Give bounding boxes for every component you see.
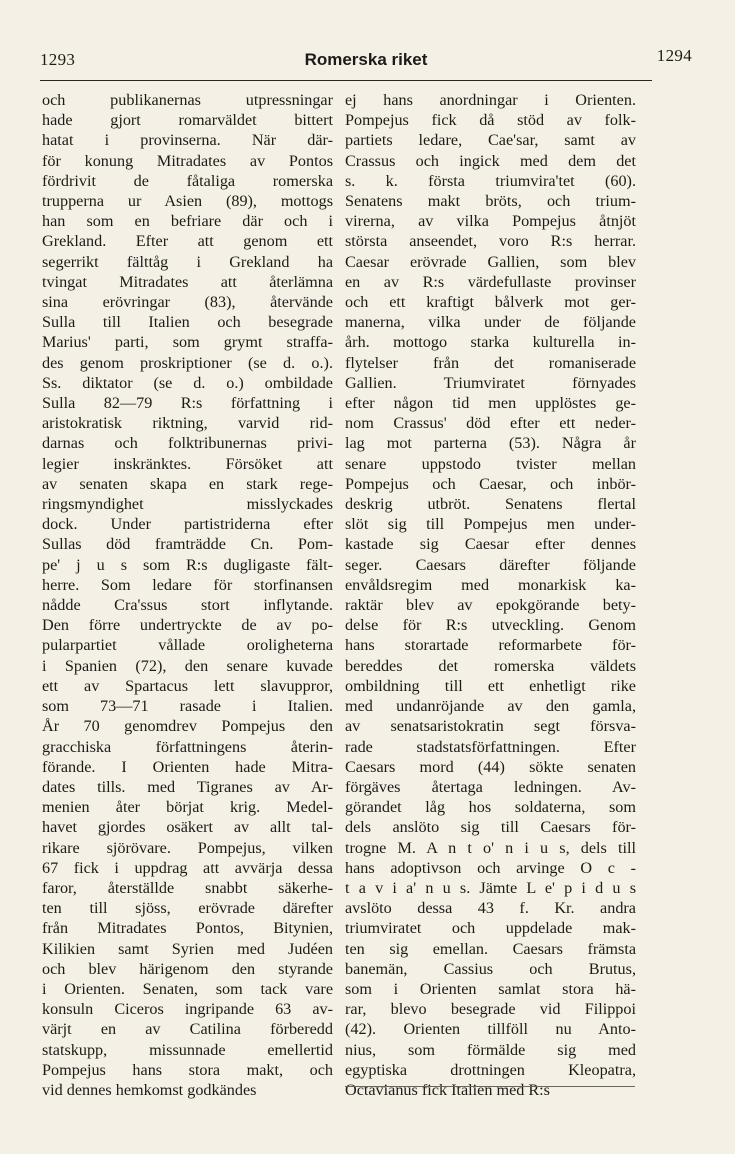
right-column-line: hans adoptivson och arvinge O c -	[345, 858, 636, 877]
left-column-line: aristokratisk riktning, varvid rid-	[42, 414, 333, 433]
left-column-line: statskupp, missunnade emellertid	[42, 1040, 333, 1059]
left-column-line: som 73—71 rasade i Italien.	[42, 697, 333, 716]
right-column-line: Pompejus och Caesar, och inbör-	[345, 474, 636, 493]
left-column-line: för konung Mitradates av Pontos	[42, 151, 333, 170]
right-column-line: av senatsaristokratin segt försva-	[345, 717, 636, 736]
left-column-line: sina erövringar (83), återvände	[42, 293, 333, 312]
left-column-line: och publikanernas utpressningar	[42, 91, 333, 109]
header-rule	[40, 80, 652, 81]
right-column-line: flytelser från det romaniserade	[345, 353, 636, 372]
right-column-line: seger. Caesars därefter följande	[345, 555, 636, 574]
right-column-line: ej hans anordningar i Orienten.	[345, 91, 636, 109]
left-column-line: i Spanien (72), den senare kuvade	[42, 656, 333, 675]
right-column-line: partiets ledare, Cae'sar, samt av	[345, 131, 636, 150]
left-column-line: Sullas död framträdde Cn. Pom-	[42, 535, 333, 554]
right-column-line: rar, blevo besegrade vid Filippoi	[345, 1000, 636, 1019]
right-column-line: Senatens makt bröts, och trium-	[345, 192, 636, 211]
right-column-line: som i Orienten samlat stora hä-	[345, 979, 636, 998]
left-column-line: dock. Under partistriderna efter	[42, 515, 333, 534]
right-column-line: triumviratet och uppdelade mak-	[345, 919, 636, 938]
right-column-line: avslöto dessa 43 f. Kr. andra	[345, 899, 636, 918]
right-column-line: t a v i a' n u s. Jämte L e' p i d u s	[345, 878, 636, 897]
right-column-line: Caesars mord (44) sökte senaten	[345, 757, 636, 776]
right-column-line: egyptiska drottningen Kleopatra,	[345, 1060, 636, 1079]
left-column-line: Pompejus hans stora makt, och	[42, 1060, 333, 1079]
column-end-rule	[345, 1086, 635, 1087]
left-column-line: segerrikt fälttåg i Grekland ha	[42, 252, 333, 271]
left-column-line: av senaten skapa en stark rege-	[42, 474, 333, 493]
right-column-line: nius, som förmälde sig med	[345, 1040, 636, 1059]
left-column-line: Den förre undertryckte de av po-	[42, 616, 333, 635]
left-column-line: tvingat Mitradates att återlämna	[42, 272, 333, 291]
left-column-line: från Mitradates Pontos, Bitynien,	[42, 919, 333, 938]
left-column-line: vid dennes hemkomst godkändes	[42, 1080, 257, 1099]
left-column-line: Grekland. Efter att genom ett	[42, 232, 333, 251]
right-column-line: efter någon tid men upplöstes ge-	[345, 394, 636, 413]
right-column-line: med undanröjande av den gamla,	[345, 697, 636, 716]
right-column-line: bereddes det romerska väldets	[345, 656, 636, 675]
right-column-line: största anseendet, voro R:s herrar.	[345, 232, 636, 251]
left-column-line: hade gjort romarväldet bittert	[42, 111, 333, 130]
right-column-line: slöt sig till Pompejus men under-	[345, 515, 636, 534]
left-column-line: hatat i provinserna. När där-	[42, 131, 333, 150]
left-column-line: menien åter börjat krig. Medel-	[42, 798, 333, 817]
right-column-line: nom Crassus' död efter ett neder-	[345, 414, 636, 433]
right-column-line: banemän, Cassius och Brutus,	[345, 959, 636, 978]
right-column-line: och ett kraftigt bålverk mot ger-	[345, 293, 636, 312]
right-column-line: görandet låg hos soldaterna, som	[345, 798, 636, 817]
right-column-line: deskrig utbröt. Senatens flertal	[345, 495, 636, 514]
right-column-line: Octavianus fick Italien med R:s	[345, 1080, 550, 1099]
left-column-line: gracchiska författningens återin-	[42, 737, 333, 756]
right-column-line: (42). Orienten tillföll nu Anto-	[345, 1020, 636, 1039]
right-column-line: lag mot parterna (53). Några år	[345, 434, 636, 453]
left-column-line: Sulla till Italien och besegrade	[42, 313, 333, 332]
left-column-line: ett av Spartacus lett slavuppror,	[42, 676, 333, 695]
left-column-line: fördrivit de fåtaliga romerska	[42, 171, 333, 190]
left-column-line: ten till sjöss, erövrade därefter	[42, 899, 333, 918]
page-number-left: 1293	[40, 50, 76, 69]
page-number-right: 1294	[656, 46, 692, 65]
right-column-line: hans storartade reformarbete för-	[345, 636, 636, 655]
page-header	[40, 46, 692, 78]
left-column-line: År 70 genomdrev Pompejus den	[42, 717, 333, 736]
left-column-line: Marius' parti, som grymt straffa-	[42, 333, 333, 352]
right-column-line: Crassus och ingick med dem det	[345, 151, 636, 170]
right-column-line: trogne M. A n t o' n i u s, dels till	[345, 838, 636, 857]
left-column-line: ringsmyndighet misslyckades	[42, 495, 333, 514]
right-column-line: rade stadstatsförfattningen. Efter	[345, 737, 636, 756]
right-column-line: dels anslöto sig till Caesars för-	[345, 818, 636, 837]
left-column-line: rikare sjörövare. Pompejus, vilken	[42, 838, 333, 857]
left-column-line: faror, återställde snabbt säkerhe-	[42, 878, 333, 897]
left-column-line: i Orienten. Senaten, som tack vare	[42, 979, 333, 998]
right-column-line: s. k. första triumvira'tet (60).	[345, 171, 636, 190]
left-column-line: nådde Cra'ssus stort inflytande.	[42, 596, 333, 615]
page-title: Romerska riket	[304, 50, 428, 69]
right-column-line: manerna, vilka under de följande	[345, 313, 636, 332]
right-column-line: ombildning till ett enhetligt rike	[345, 676, 636, 695]
left-column-line: Kilikien samt Syrien med Judéen	[42, 939, 333, 958]
left-column-line: 67 fick i uppdrag att avvärja dessa	[42, 858, 333, 877]
right-column-line: ten sig emellan. Caesars främsta	[345, 939, 636, 958]
left-column-line: havet gjordes osäkert av allt tal-	[42, 818, 333, 837]
left-column-line: Sulla 82—79 R:s författning i	[42, 394, 333, 413]
left-column-line: dates tills. med Tigranes av Ar-	[42, 777, 333, 796]
left-column-line: och blev härigenom den styrande	[42, 959, 333, 978]
text-column-right	[345, 90, 636, 1100]
right-column-line: raktär blev av epokgörande bety-	[345, 596, 636, 615]
right-column-line: Gallien. Triumviratet förnyades	[345, 373, 636, 392]
left-column-line: des genom proskriptioner (se d. o.).	[42, 353, 333, 372]
right-column-line: delse för R:s utveckling. Genom	[345, 616, 636, 635]
right-column-line: en av R:s värdefullaste provinser	[345, 272, 636, 291]
left-column-line: Ss. diktator (se d. o.) ombildade	[42, 373, 333, 392]
text-column-left	[42, 90, 333, 1100]
left-column-line: värjt en av Catilina förberedd	[42, 1020, 333, 1039]
right-column-line: kastade sig Caesar efter dennes	[345, 535, 636, 554]
left-column-line: pe' j u s som R:s dugligaste fält-	[42, 555, 333, 574]
left-column-line: pularpartiet vållade oroligheterna	[42, 636, 333, 655]
left-column-line: herre. Som ledare för storfinansen	[42, 575, 333, 594]
left-column-line: konsuln Ciceros ingripande 63 av-	[42, 1000, 333, 1019]
left-column-line: darnas och folktribunernas privi-	[42, 434, 333, 453]
right-column-line: envåldsregim med monarkisk ka-	[345, 575, 636, 594]
right-column-line: årh. mottogo starka kulturella in-	[345, 333, 636, 352]
left-column-line: förande. I Orienten hade Mitra-	[42, 757, 333, 776]
left-column-line: han som en befriare där och i	[42, 212, 333, 231]
right-column-line: Caesar erövrade Gallien, som blev	[345, 252, 636, 271]
right-column-line: förgäves återtaga ledningen. Av-	[345, 777, 636, 796]
right-column-line: virerna, av vilka Pompejus åtnjöt	[345, 212, 636, 231]
right-column-line: senare uppstodo tvister mellan	[345, 454, 636, 473]
left-column-line: legier inskränktes. Försöket att	[42, 454, 333, 473]
right-column-line: Pompejus fick då stöd av folk-	[345, 111, 636, 130]
left-column-line: trupperna ur Asien (89), mottogs	[42, 192, 333, 211]
